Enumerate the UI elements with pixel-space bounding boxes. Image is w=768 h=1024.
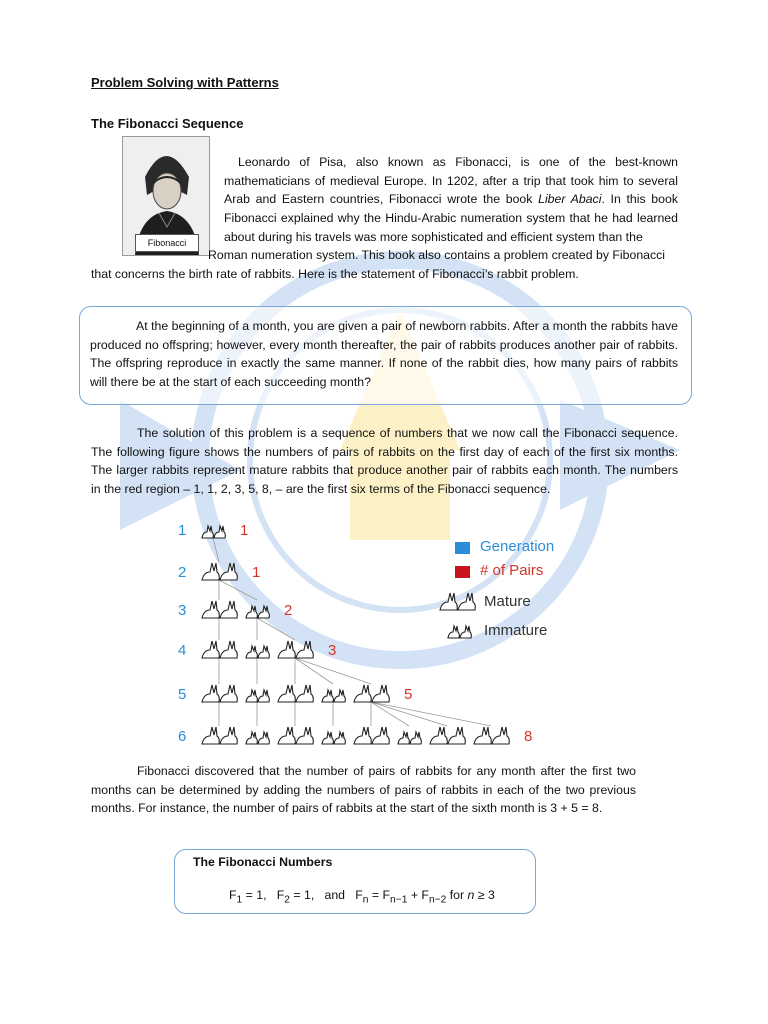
generation-swatch: [455, 542, 470, 554]
pairs-count: 1: [252, 564, 261, 581]
generation-label: 5: [178, 686, 187, 703]
mature-rabbit-pair: [200, 682, 238, 709]
fn-symbol: F: [355, 888, 363, 902]
n-variable: n: [467, 888, 475, 902]
problem-text: At the beginning of a month, you are given a pair of newborn rabbits. After a month the rabbits have produced no offspring; however, every month thereafter, the pair of rabbits produces another pair of rabbits. The offspring reproduce in exactly the same manner. If none of the rabbit dies, how many pairs of rabbits will there be at the start of each succeeding month?: [90, 319, 678, 390]
plus-fn2: + F: [407, 888, 429, 902]
discovery-text: Fibonacci discovered that the number of pairs of rabbits for any month after the first two months can be determined by adding the numbers of pairs of rabbits in each of the two previous months. For instance, the number of pairs of rabbits at the start of the sixth month is 3 + 5 = 8.: [91, 764, 636, 816]
immature-rabbit-pair: [244, 686, 270, 709]
immature-rabbit-pair: [200, 522, 226, 545]
mature-rabbit-pair: [352, 724, 390, 751]
immature-rabbit-pair: [320, 728, 346, 751]
pairs-swatch: [455, 566, 470, 578]
immature-rabbit-pair: [396, 728, 422, 751]
mature-rabbit-pair: [276, 724, 314, 751]
problem-box: [79, 306, 692, 405]
mature-rabbit-icon: [438, 590, 476, 617]
mature-rabbit-pair: [352, 682, 390, 709]
legend-immature: Immature: [484, 622, 548, 639]
fn2-subscript: n−2: [428, 894, 447, 906]
fn1-subscript: n−1: [390, 894, 408, 906]
immature-rabbit-pair: [244, 642, 270, 665]
rabbit-figure: [170, 510, 600, 755]
pairs-count: 3: [328, 642, 337, 659]
legend-generation: Generation: [480, 538, 555, 555]
mature-rabbit-pair: [276, 638, 314, 665]
legend-pairs: # of Pairs: [480, 562, 544, 579]
mature-rabbit-pair: [200, 638, 238, 665]
fn-subscript: n: [362, 894, 369, 906]
book-title: Liber Abaci: [538, 192, 602, 207]
mature-rabbit-pair: [200, 724, 238, 751]
condition-for: for: [446, 888, 468, 902]
intro-paragraph: [224, 153, 678, 247]
immature-rabbit-pair: [244, 602, 270, 625]
pairs-count: 8: [524, 728, 533, 745]
equals-fn1: = F: [368, 888, 391, 902]
f1-subscript: 1: [236, 894, 243, 906]
f2-value: = 1, and: [289, 888, 356, 902]
f1-value: = 1,: [242, 888, 277, 902]
immature-rabbit-pair: [244, 728, 270, 751]
generation-label: 1: [178, 522, 187, 539]
mature-rabbit-pair: [276, 682, 314, 709]
intro-text-mid: . In this book Fibonacci explained why the Hindu-Arabic numeration system that he had learned about during his travels was more sophisticated and efficient system than the: [224, 192, 678, 244]
pairs-count: 2: [284, 602, 293, 619]
legend-mature: Mature: [484, 593, 531, 610]
immature-rabbit-pair: [320, 686, 346, 709]
f2-symbol: F: [276, 888, 285, 902]
solution-text: The solution of this problem is a sequence of numbers that we now call the Fibonacci sequence. The following figure shows the numbers of pairs of rabbits on the first day of each of the first six months. The larger rabbits represent mature rabbits that produce another pair of rabbits each month. The numbers in the red region – 1, 1, 2, 3, 5, 8, – are the first six terms of the Fibonacci sequence.: [91, 426, 678, 497]
pairs-count: 1: [240, 522, 249, 539]
condition-ge: ≥ 3: [474, 888, 495, 902]
section-title: The Fibonacci Sequence: [91, 116, 244, 131]
intro-line-c: that concerns the birth rate of rabbits. Here is the statement of Fibonacci’s rabbit problem.: [91, 267, 579, 281]
generation-label: 2: [178, 564, 187, 581]
mature-rabbit-pair: [200, 598, 238, 625]
immature-rabbit-icon: [446, 622, 472, 645]
mature-rabbit-pair: [200, 560, 238, 587]
intro-line-b: Roman numeration system. This book also contains a problem created by Fibonacci: [208, 248, 666, 262]
pairs-count: 5: [404, 686, 413, 703]
mature-rabbit-pair: [428, 724, 466, 751]
portrait-caption: Fibonacci: [135, 234, 199, 252]
discovery-paragraph: [91, 762, 636, 818]
fibonacci-numbers-box: [174, 849, 536, 914]
f1-symbol: F: [229, 888, 237, 902]
recurrence-formula: [229, 888, 495, 905]
generation-label: 3: [178, 602, 187, 619]
generation-label: 6: [178, 728, 187, 745]
f2-subscript: 2: [284, 894, 290, 906]
solution-paragraph: [91, 424, 678, 499]
generation-label: 4: [178, 642, 187, 659]
intro-text-start: Leonardo of Pisa, also known as Fibonacci, is one of the best-known mathematicians of medieval Europe. In 1202, after a trip that took him to several Arab and Eastern countries, Fibonacci wrote the book: [224, 155, 678, 207]
page-title: Problem Solving with Patterns: [91, 75, 279, 90]
mature-rabbit-pair: [472, 724, 510, 751]
problem-paragraph: [90, 317, 678, 392]
box-title: The Fibonacci Numbers: [193, 855, 333, 869]
